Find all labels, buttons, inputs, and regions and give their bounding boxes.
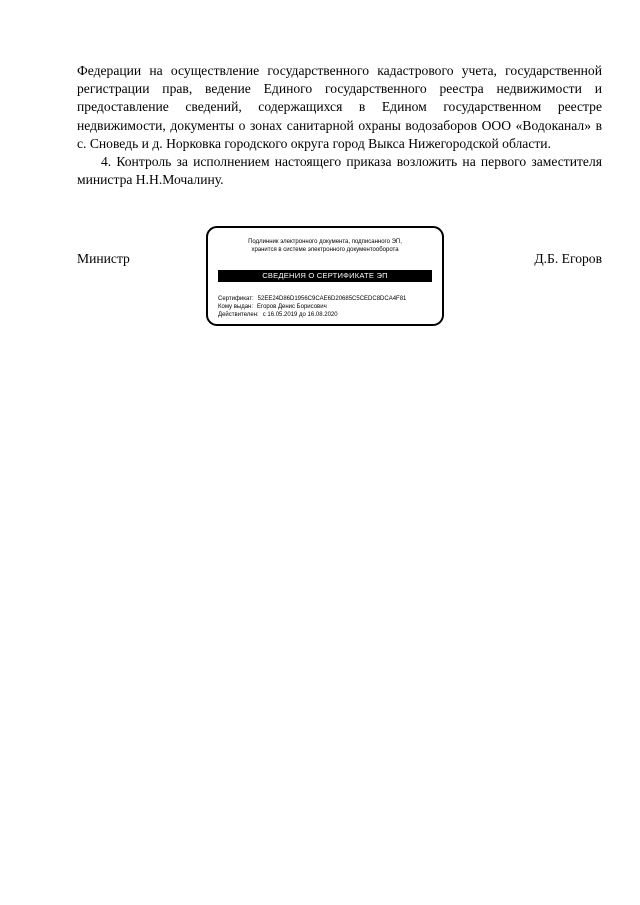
stamp-header-line-2: хранится в системе электронного документооборота	[251, 246, 399, 253]
stamp-banner: СВЕДЕНИЯ О СЕРТИФИКАТЕ ЭП	[218, 270, 432, 282]
issued-to-label: Кому выдан:	[218, 304, 254, 310]
certificate-value: 52EE24D86D1956C9CAE6D20685C5CEDC8DCA4F81	[257, 296, 407, 302]
validity-value: с 16.05.2019 до 16.08.2020	[262, 312, 338, 318]
electronic-signature-stamp	[206, 226, 444, 326]
paragraph-item-4: 4. Контроль за исполнением настоящего приказа возложить на первого заместителя министра Н.Н.Мочалину.	[77, 154, 602, 188]
stamp-header-line-1: Подлинник электронного документа, подписанного ЭП,	[248, 239, 402, 245]
validity-label: Действителен:	[218, 312, 259, 318]
validity-row	[218, 311, 436, 319]
certificate-label: Сертификат:	[218, 296, 254, 302]
paragraph-continuation: Федерации на осуществление государственного кадастрового учета, государственной регистрации прав, ведение Единого государственного реестра недвижимости и предоставление сведений, содержащихся в Едином государственном реестре недвижимости, документы о зонах санитарной охраны водозаборов ООО «Водоканал» в с. Сноведь и д. Норковка городского округа город Выкса Нижегородской области.	[77, 63, 602, 151]
signer-position: Министр	[77, 251, 130, 266]
body-text	[77, 62, 602, 189]
stamp-header	[208, 239, 442, 254]
stamp-fields	[218, 295, 436, 319]
signer-name: Д.Б. Егоров	[534, 251, 602, 266]
issued-to-value: Егоров Денис Борисович	[257, 304, 327, 310]
issued-to-row	[218, 303, 436, 311]
certificate-row	[218, 295, 436, 303]
signature-block	[77, 226, 602, 330]
